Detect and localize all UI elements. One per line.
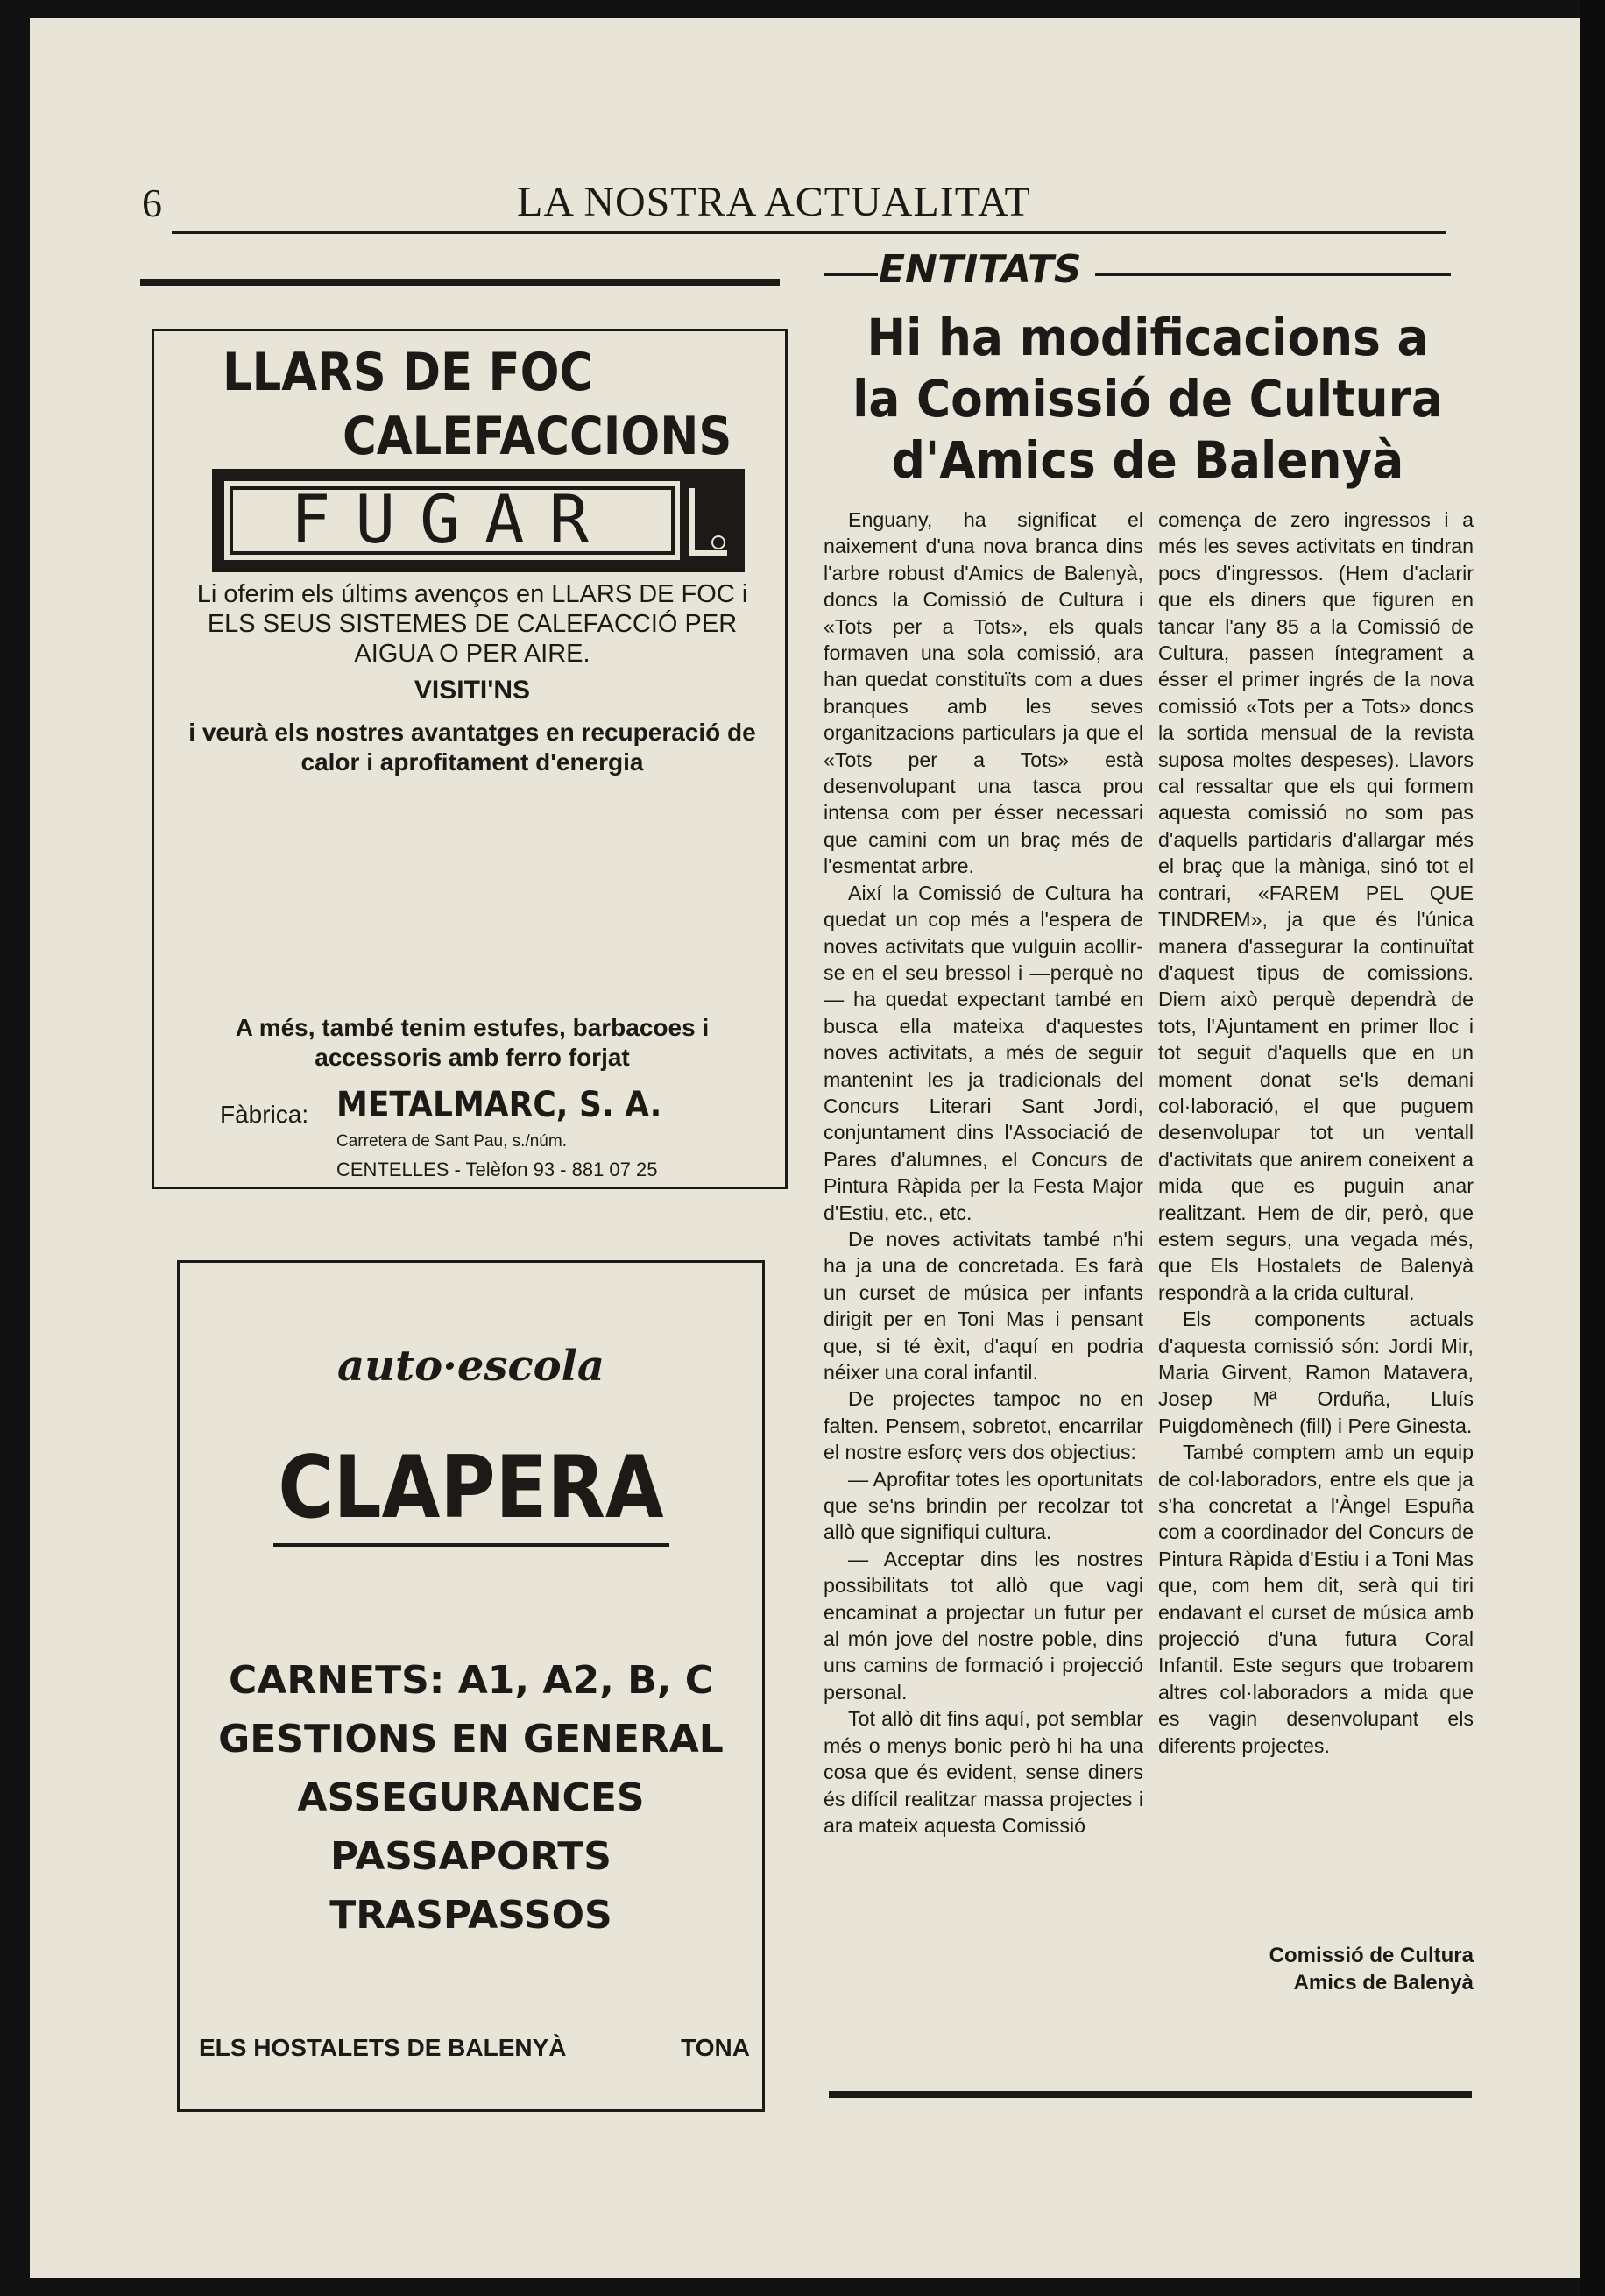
article-paragraph: També comptem amb un equip de col·laboradors, entre els que ja s'ha concretat a l'Àngel Espuña com a coordinador del Concurs de Pintura Ràpida d'Estiu i a Toni Mas que, com hem dit, serà qui tiri endavant el curset de música amb projecció d'una futura Coral Infantil. Este segurs que trobarem altres col·laboradors a mida que es vagin desenvolupant els diferents projectes. [1158, 1441, 1474, 1757]
section-label: ENTITATS [879, 247, 1082, 292]
running-title: LA NOSTRA ACTUALITAT [517, 179, 1031, 225]
ad-location-right: TONA [681, 2034, 750, 2061]
article-paragraph: Els components actuals d'aquesta comissió són: Jordi Mir, Maria Girvent, Ramon Matavera, Josep Mª Orduña, Lluís Puigdomènech (fill) i Pere Ginesta. [1158, 1307, 1474, 1437]
article-bottom-rule [829, 2091, 1472, 2098]
ad-visit: VISITI'NS [414, 676, 531, 705]
article-paragraph: comença de zero ingressos i a més les seves activitats en tindran pocs d'ingressos. (Hem d'aclarir que els diners que figuren en tancar l'any 85 a la Comissió de Cultura, passen íntegrament a ésser el primer ingrés de la nova comissió «Tots per a Tots» doncs la sortida mensual de la revista suposa moltes despeses). Llavors cal ressaltar que els qui formem aquesta comissió no som pas d'aquells partidaris d'allargar més el braç que la màniga, sinó tot el contrari, «FAREM PEL QUE TINDREM», ja que és l'única manera d'assegurar la continuïtat d'aquest tipus de comissions. Diem això perquè dependrà de tots, l'Ajuntament en primer lloc i tot seguit d'aquells que en un moment donat se'ls demani col·laboració, el que puguem desenvolupar tot un ventall d'activitats que anirem coneixent a mida que es puguin anar realitzant. Hem de dir, però, que estem segurs, una vegada més, que Els Hostalets de Balenyà respondrà a la crida cultural. [1158, 508, 1474, 1304]
article-column-2 [1158, 507, 1474, 1759]
article-paragraph: — Acceptar dins les nostres possibilitats tot allò que vagi encaminat a projectar un futur per al món jove del nostre poble, dins uns camins de formació i projecció personal. [824, 1547, 1143, 1704]
article-paragraph: De projectes tampoc no en falten. Pensem, sobretot, encarrilar el nostre esforç vers dos objectius: [824, 1387, 1143, 1464]
ad-advantages: i veurà els nostres avantatges en recuperació de calor i aprofitament d'energia [188, 719, 756, 776]
ad-company-name: METALMARC, S. A. [336, 1085, 662, 1125]
article-headline: Hi ha modificacions a la Comissió de Cultura d'Amics de Balenyà [852, 308, 1443, 490]
ad-heading-fireplaces: LLARS DE FOC [223, 342, 594, 403]
ad-driving-school-script: auto·escola [336, 1342, 605, 1391]
binding-shadow [1580, 0, 1605, 2296]
article-column-1 [824, 507, 1143, 1839]
article-paragraph: — Aprofitar totes les oportunitats que se'ns brindin per recolzar tot allò que signifiqui cultura. [824, 1467, 1143, 1544]
signature-line: Amics de Balenyà [1293, 1971, 1474, 1995]
ad-description: Li oferim els últims avenços en LLARS DE FOC i ELS SEUS SISTEMES DE CALEFACCIÓ PER AIGUA O PER AIRE. [196, 580, 748, 668]
ad-clapera-name: CLAPERA [278, 1438, 664, 1538]
section-rule-left [824, 273, 878, 276]
ad-service-item: GESTIONS EN GENERAL [218, 1717, 724, 1761]
fugar-logo [212, 469, 745, 572]
header-rule [172, 231, 1446, 234]
article-paragraph: De noves activitats també n'hi ha ja una de concretada. Es farà un curset de música per infants dirigit per en Toni Mas i pensant que, si té èxit, d'aquí en podria néixer una coral infantil. [824, 1227, 1143, 1384]
ad-also-offer: A més, també tenim estufes, barbacoes i accessoris amb ferro forjat [235, 1014, 710, 1071]
section-rule-right [1095, 273, 1451, 276]
ad-service-item: PASSAPORTS [330, 1834, 612, 1879]
ad-services-list [180, 1651, 762, 1945]
article-paragraph: Enguany, ha significat el naixement d'una nova branca dins l'arbre robust d'Amics de Balenyà, doncs la Comissió de Cultura i «Tots per a Tots», els quals formaven una sola comissió, ara han quedat constituïts com a dues branques amb les seves organitzacions particulars ja que el «Tots per a Tots» està desenvolupant una tasca prou intensa com per ésser necessari que camini com un braç més de l'esmentat arbre. [824, 508, 1143, 878]
ad-location-left: ELS HOSTALETS DE BALENYÀ [199, 2034, 567, 2061]
ad-heading-heating: CALEFACCIONS [343, 406, 732, 467]
article-paragraph: Així la Comissió de Cultura ha quedat un cop més a l'espera de noves activitats que vulguin acollir-se en el seu bressol i —perquè no— ha quedat expectant també en busca ella mateixa d'aquestes noves activitats, a més de seguir mantenint les ja tradicionals del Concurs Literari Sant Jordi, conjuntament dins l'Associació de Pares d'alumnes, el Concurs de Pintura Ràpida per la Festa Major d'Estiu, etc., etc. [824, 881, 1143, 1224]
ad-factory-label: Fàbrica: [220, 1101, 309, 1128]
ad-service-item: CARNETS: A1, A2, B, C [229, 1658, 713, 1703]
fugar-wordmark: FUGAR [290, 480, 614, 558]
ad-service-item: ASSEGURANCES [297, 1775, 645, 1820]
left-top-rule [140, 279, 780, 286]
ad-phone: CENTELLES - Telèfon 93 - 881 07 25 [336, 1159, 658, 1180]
article-signature [1158, 1942, 1474, 1996]
signature-line: Comissió de Cultura [1269, 1944, 1474, 1967]
clapera-ad [177, 1260, 765, 2112]
page-number: 6 [142, 181, 162, 225]
ad-service-item: TRASPASSOS [329, 1893, 612, 1938]
fugar-ad [152, 329, 788, 1189]
ad-address: Carretera de Sant Pau, s./núm. [336, 1132, 567, 1151]
article-paragraph: Tot allò dit fins aquí, pot semblar més o menys bonic però hi ha una cosa que és evident, sense diners és difícil realitzar massa projectes i ara mateix aquesta Comissió [824, 1707, 1143, 1837]
newspaper-page [30, 18, 1580, 2278]
ad-clapera-rule [273, 1543, 669, 1547]
